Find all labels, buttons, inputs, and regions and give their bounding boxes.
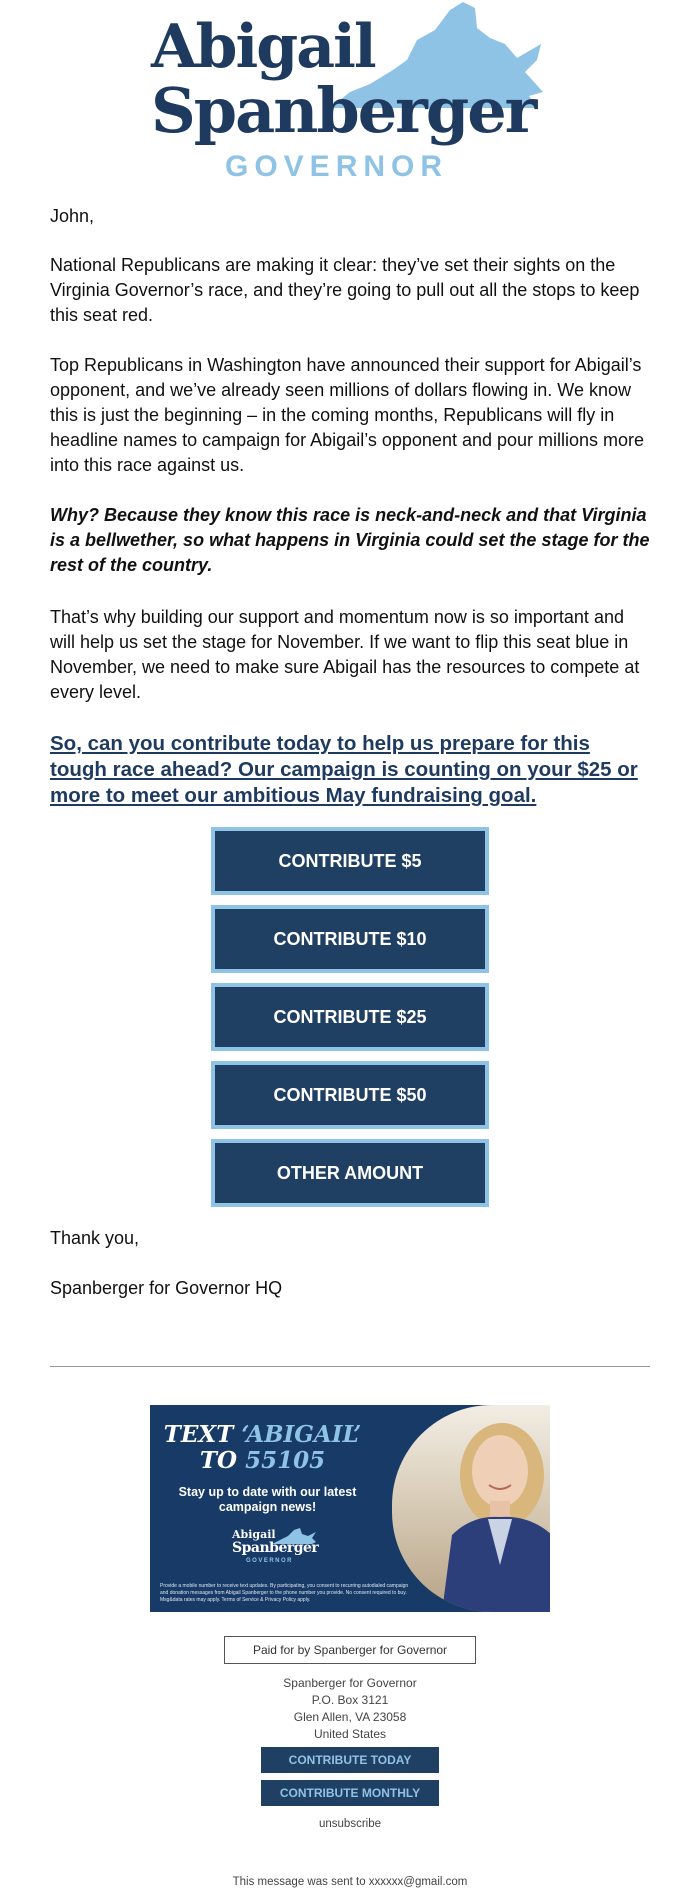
paragraph-3: Why? Because they know this race is neck-and-neck and that Virginia is a bellwether, so what happens in Virginia could set the stage for the rest of the country. [50, 505, 650, 575]
text-signup-banner[interactable] [150, 1405, 550, 1612]
contribute-10-button[interactable]: CONTRIBUTE $10 [211, 905, 489, 973]
banner-fine-print: Provide a mobile number to receive text updates. By participating, you consent to recurring autodialed campaign and donation messages from Abigail Spanberger to the phone number you provide. No consent required to buy. Msg&data rates may apply. Terms of Service & Privacy Policy apply. [160, 1583, 409, 1603]
address-line-2: P.O. Box 3121 [311, 1693, 389, 1707]
paragraph-1: National Republicans are making it clear: they’ve set their sights on the Virginia Governor’s race, and they’re going to pull out all the stops to keep this seat red. [50, 255, 640, 325]
other-amount-button[interactable]: OTHER AMOUNT [211, 1139, 489, 1207]
banner-logo: Abigail Spanberger GOVERNOR [232, 1528, 319, 1564]
signature: Spanberger for Governor HQ [50, 1278, 283, 1298]
address-line-4: United States [313, 1727, 387, 1741]
contribute-25-button[interactable]: CONTRIBUTE $25 [211, 983, 489, 1051]
signoff: Thank you, [50, 1228, 140, 1248]
candidate-photo [392, 1405, 550, 1612]
banner-title-line-1: TEXT ‘ABIGAIL’ [163, 1421, 362, 1448]
contribute-50-button[interactable]: CONTRIBUTE $50 [211, 1061, 489, 1129]
divider [50, 1366, 650, 1367]
sent-to-notice: This message was sent to xxxxxx@gmail.com [232, 1876, 468, 1888]
banner-subtitle: Stay up to date with our latest campaign news! [178, 1485, 357, 1514]
paragraph-4: That’s why building our support and momentum now is so important and will help us set the stage for November. If we want to flip this seat blue in November, we need to make sure Abigail has the resources to compete at every level. [50, 607, 640, 702]
paid-for-disclaimer: Paid for by Spanberger for Governor [224, 1636, 476, 1664]
contribute-cta-link[interactable]: So, can you contribute today to help us prepare for this tough race ahead? Our campaign is counting on your $25 or more to meet our ambitious May fundraising goal. [50, 732, 638, 807]
address-line-3: Glen Allen, VA 23058 [293, 1710, 407, 1724]
address-line-1: Spanberger for Governor [283, 1676, 417, 1690]
contribute-5-button[interactable]: CONTRIBUTE $5 [211, 827, 489, 895]
campaign-logo [145, 0, 555, 190]
greeting: John, [50, 206, 95, 226]
logo-first-name: Abigail [151, 12, 375, 82]
banner-title-line-2: TO 55105 [199, 1447, 326, 1474]
contribute-monthly-button[interactable]: CONTRIBUTE MONTHLY [261, 1780, 439, 1806]
logo-last-name: Spanberger [151, 74, 536, 147]
unsubscribe-link[interactable]: unsubscribe [318, 1818, 381, 1830]
contribute-today-button[interactable]: CONTRIBUTE TODAY [261, 1747, 439, 1773]
paragraph-2: Top Republicans in Washington have announced their support for Abigail’s opponent, and we’ve already seen millions of dollars flowing in. We know this is just the beginning – in the coming months, Republicans will fly in headline names to campaign for Abigail’s opponent and pour millions more into this race against us. [50, 355, 645, 475]
logo-office: GOVERNOR [225, 150, 449, 183]
